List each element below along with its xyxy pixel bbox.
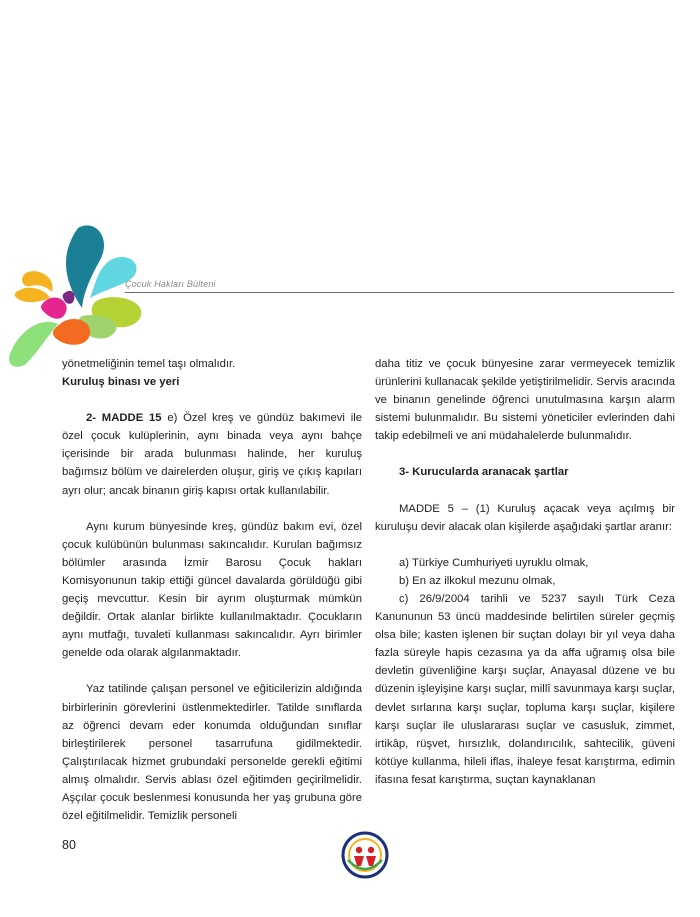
article-lead: 2- MADDE 15	[86, 412, 162, 425]
right-column	[375, 355, 675, 789]
page-number: 80	[62, 838, 76, 852]
section-heading: 3- Kurucularda aranacak şartlar	[399, 466, 569, 479]
decorative-swirl-logo	[0, 220, 160, 370]
list-item: b) En az ilkokul mezunu olmak,	[399, 574, 556, 587]
paragraph: Aynı kurum bünyesinde kreş, gündüz bakım evi, özel çocuk kulübünün bulunması sakıncalıdır. Kurulan bağımsız bölümler arasında İzmir Barosu Çocuk hakları Komisyonunun takip ettiği güncel davalarda görüldüğü gibi geçiş mevcuttur. Kesin bir ayrım oluşturmak mümkün değildir. Ortak alanlar birlikte kullanılmaktadır. Çocukların aynı mutfağı, tuvaleti kullanması sakıncalıdır. Ayrı birimler genelde oda olarak algılanmaktadır.	[62, 520, 362, 660]
list-item: a) Türkiye Cumhuriyeti uyruklu olmak,	[399, 556, 589, 569]
paragraph: Yaz tatilinde çalışan personel ve eğiticilerizin aldığında birbirlerinin görevlerini üstlenmektedirler. Tatilde sınıflarda az öğrenci devam eder konumda olduğundan sınıflar birleştirilerek personel tasarrufuna gidilmektedir. Çalıştırılacak hizmet grubundaki personelde gerekli eğitimi almış olmalıdır. Servis ablası özel eğitimden geçirilmelidir. Aşçılar çocuk beslenmesi konusunda her yaş grubuna göre özel eğitilmelidir. Temizlik personeli	[62, 683, 362, 823]
article-text: e) Özel kreş ve gündüz bakımevi ile özel çocuk kulüplerinin, aynı binada veya aynı bahçe içerisinde bir arada bulunması halinde, her kuruluş bağımsız bölüm ve dairelerden oluşur, giriş ve çıkış kapıları ayrı olur; ancak binanın giriş kapısı ortak kullanılabilir.	[62, 412, 362, 497]
header-rule	[125, 292, 674, 293]
paragraph	[62, 409, 362, 499]
left-column	[62, 355, 362, 825]
running-title: Çocuk Hakları Bülteni	[125, 279, 216, 289]
list-item: c) 26/9/2004 tarihli ve 5237 sayılı Türk Ceza Kanununun 53 üncü maddesinde belirtilen süreler geçmiş olsa bile; kasten işlenen bir suçtan dolayı bir yıl veya daha fazla süreyle hapis cezasına ya da affa uğramış olsa bile devletin güvenliğine karşı suçlar, Anayasal düzene ve bu düzenin işleyişine karşı suçlar, millî savunmaya karşı suçlar, devlet sırlarına karşı suçlar, topluma karşı suçlar, kişilere karşı suçlar ile uluslararası suçlar ve casusluk, zimmet, irtikâp, rüşvet, hırsızlık, dolandırıcılık, sahtecilik, güveni kötüye kullanma, hileli iflas, ihaleye fesat karıştırma, edimin ifasına fesat karıştırma, suçtan kaynaklanan	[375, 592, 675, 786]
section-heading: Kuruluş binası ve yeri	[62, 376, 180, 389]
paragraph: daha titiz ve çocuk bünyesine zarar vermeyecek temizlik ürünlerini kullanacak şekilde yetiştirilmelidir. Servis aracında ve binanın genelinde öğrenci unutulmasına karşın alarm sistemi bulunmalıdır. Bu sistemi yöneticiler evlerinden dahi takip edebilmeli ve ani müdahalelerde bulunmalıdır.	[375, 358, 675, 443]
paragraph: yönetmeliğinin temel taşı olmalıdır.	[62, 358, 236, 370]
paragraph: MADDE 5 – (1) Kuruluş açacak veya açılmış bir kuruluşu devir alacak olan kişilerde aşağıdaki şartlar aranır:	[375, 502, 675, 533]
association-seal-logo	[340, 830, 390, 880]
